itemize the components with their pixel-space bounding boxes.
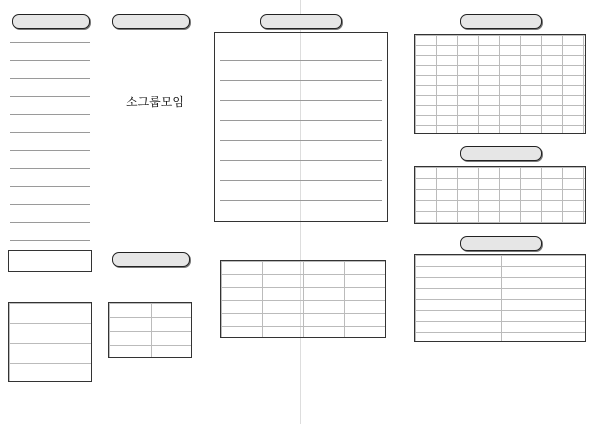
panel-1-header <box>12 14 90 29</box>
prayer-table <box>108 302 192 358</box>
prayer-header <box>112 252 190 267</box>
panel-2 <box>100 0 200 424</box>
ledger-table <box>220 260 386 338</box>
worship-table <box>414 254 586 342</box>
panel-4-header <box>460 14 542 29</box>
worship-header <box>460 236 542 251</box>
panel-1 <box>0 0 100 424</box>
announcement-box <box>8 250 92 272</box>
event-title: 소그룹모임 <box>126 95 184 109</box>
schedule-table <box>414 166 586 224</box>
schedule-header <box>460 146 542 161</box>
panel-4 <box>400 0 600 424</box>
panel-3-header <box>260 14 342 29</box>
district-table <box>414 34 586 134</box>
info-table <box>8 302 92 382</box>
panel-3 <box>200 0 400 424</box>
panel-2-header <box>112 14 190 29</box>
